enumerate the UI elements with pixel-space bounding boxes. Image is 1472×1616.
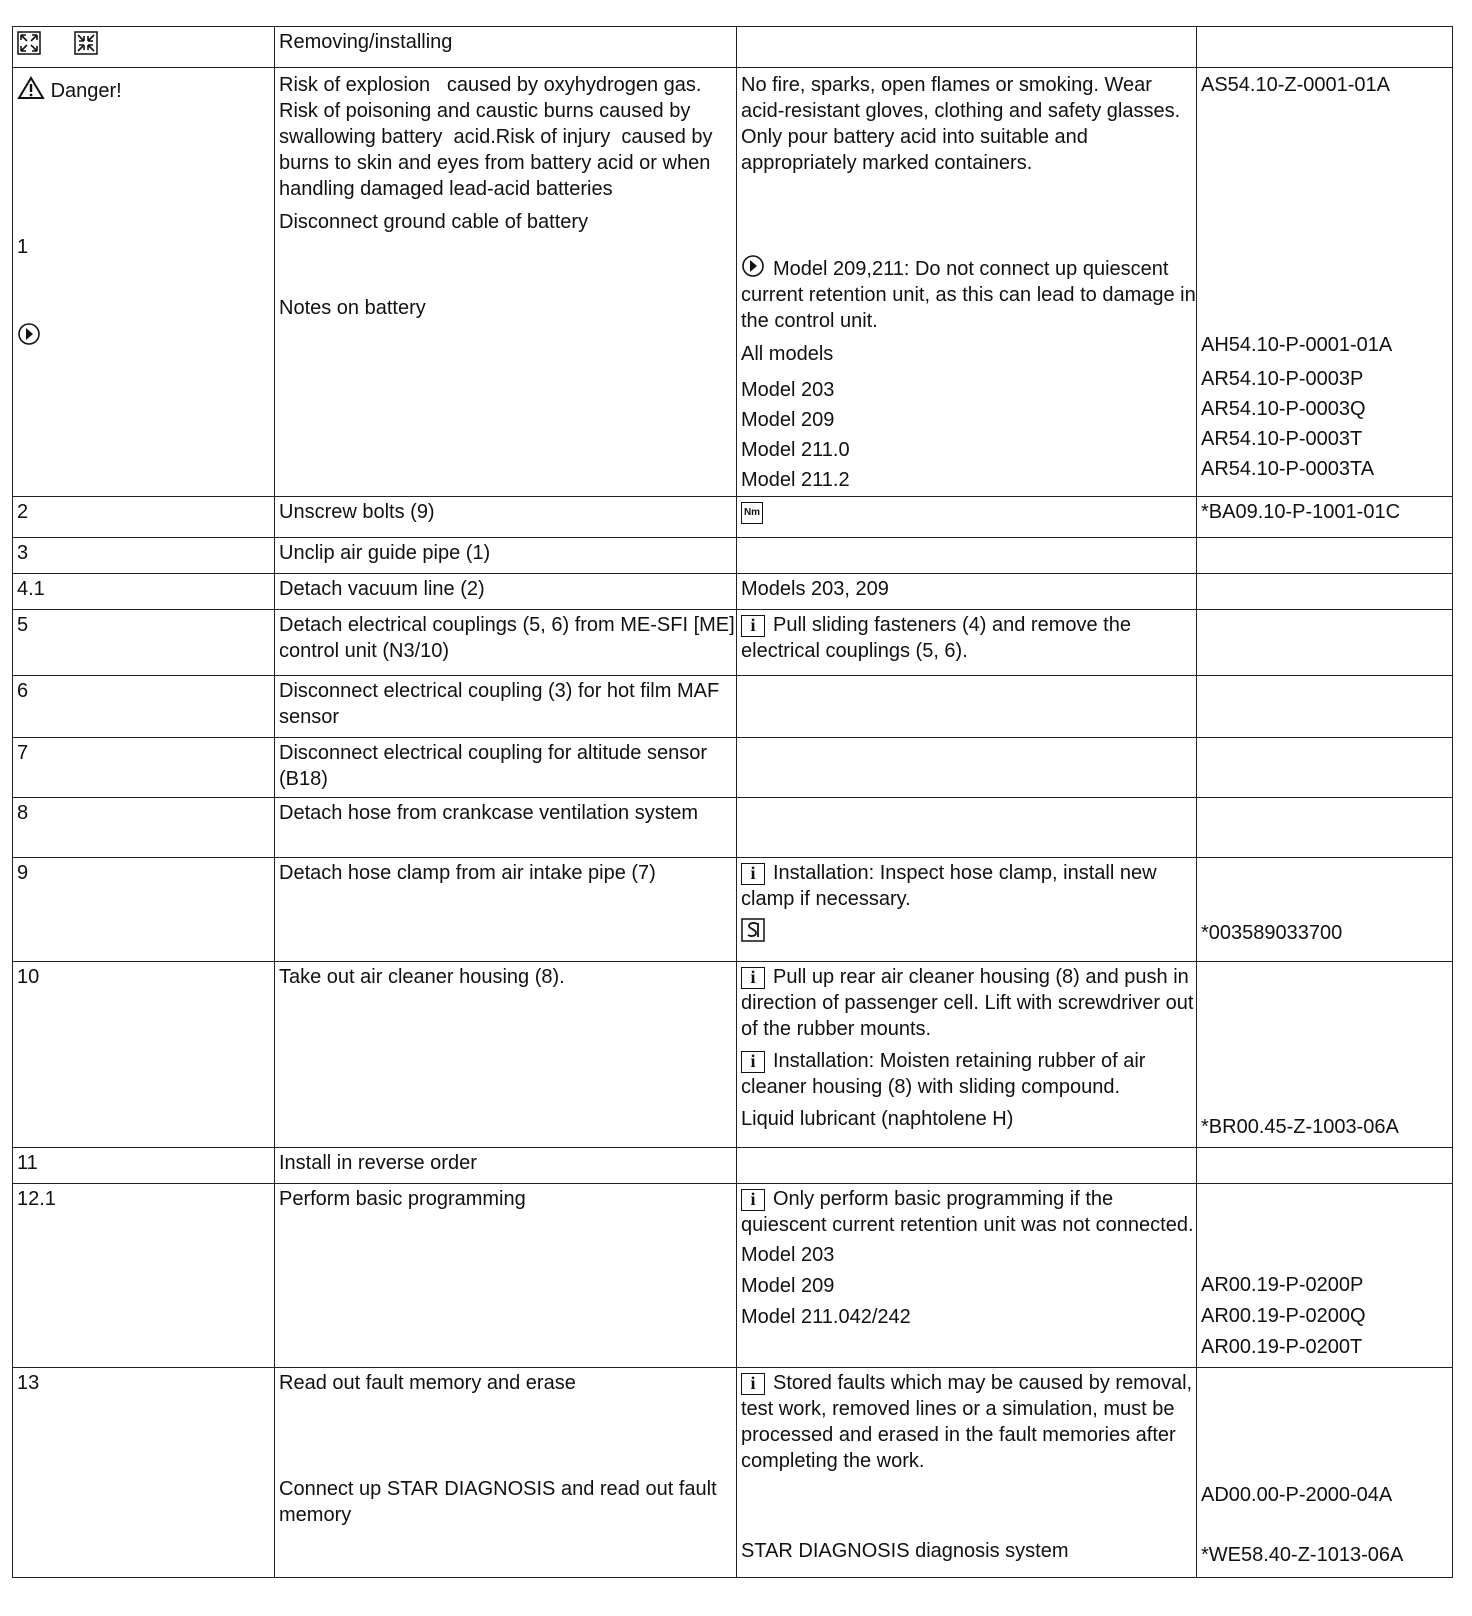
step-note: i Installation: Inspect hose clamp, install new clamp if necessary. xyxy=(737,858,1197,962)
battery-model-4: Model 211.2 xyxy=(741,469,850,491)
danger-ref: AS54.10-Z-0001-01A xyxy=(1201,74,1391,96)
step-row-7 xyxy=(13,738,1453,798)
step-action: Detach hose clamp from air intake pipe (7) xyxy=(275,858,737,962)
info-icon: i xyxy=(741,1051,765,1073)
info-icon: i xyxy=(741,967,765,989)
step-action: Disconnect electrical coupling for altitude sensor (B18) xyxy=(275,738,737,798)
battery-ref-1: AR54.10-P-0003P xyxy=(1201,368,1364,390)
step-number: 2 xyxy=(13,497,275,538)
note-arrow-icon xyxy=(741,254,765,278)
step-row-2 xyxy=(13,497,1453,538)
step-row-12-1 xyxy=(13,1184,1453,1368)
info-icon: i xyxy=(741,863,765,885)
battery-model-1: Model 203 xyxy=(741,379,835,401)
step-note: Models 203, 209 xyxy=(737,574,1197,610)
battery-ref-3: AR54.10-P-0003T xyxy=(1201,428,1363,450)
step-row-6 xyxy=(13,676,1453,738)
safety-row xyxy=(13,68,1453,497)
step1-action: Disconnect ground cable of battery xyxy=(279,211,589,233)
step-number: 8 xyxy=(13,798,275,858)
step-action: Unscrew bolts (9) xyxy=(275,497,737,538)
step-number: 7 xyxy=(13,738,275,798)
safety-note-cell xyxy=(737,68,1197,497)
battery-model-2: Model 209 xyxy=(741,409,835,431)
step-action: Detach vacuum line (2) xyxy=(275,574,737,610)
step-row-9 xyxy=(13,858,1453,962)
step-action: Install in reverse order xyxy=(275,1148,737,1184)
step-ref: *003589033700 xyxy=(1197,858,1453,962)
step-number: 13 xyxy=(13,1368,275,1578)
warning-triangle-icon xyxy=(17,76,45,100)
header-icons-cell xyxy=(13,27,275,68)
danger-label: Danger! xyxy=(17,76,274,104)
step-row-13 xyxy=(13,1368,1453,1578)
step-row-8 xyxy=(13,798,1453,858)
step-action: Read out fault memory and erase Connect up STAR DIAGNOSIS and read out fault memory xyxy=(275,1368,737,1578)
step-row-5 xyxy=(13,610,1453,676)
battery-ref-0: AH54.10-P-0001-01A xyxy=(1201,334,1393,356)
step-action: Detach electrical couplings (5, 6) from ME-SFI [ME] control unit (N3/10) xyxy=(275,610,737,676)
step-action: Disconnect electrical coupling (3) for hot film MAF sensor xyxy=(275,676,737,738)
header-title: Removing/installing xyxy=(275,27,737,68)
step-number: 3 xyxy=(13,538,275,574)
step1-note: Model 209,211: Do not connect up quiescent current retention unit, as this can lead to damage in the control unit. xyxy=(741,254,1196,334)
step-ref: *BA09.10-P-1001-01C xyxy=(1197,497,1453,538)
step-row-11 xyxy=(13,1148,1453,1184)
step-row-3 xyxy=(13,538,1453,574)
step-number: 4.1 xyxy=(13,574,275,610)
safety-label-cell xyxy=(13,68,275,497)
danger-risk-text: Risk of explosion caused by oxyhydrogen gas. Risk of poisoning and caustic burns caused by swallowing battery acid.Risk of injury caused by burns to skin and eyes from battery acid or when handling damaged lead-acid batteries xyxy=(279,74,719,200)
install-icon xyxy=(74,31,98,55)
info-icon: i xyxy=(741,1373,765,1395)
torque-nm-icon: Nm xyxy=(741,502,763,524)
step-number: 6 xyxy=(13,676,275,738)
step-ref: *BR00.45-Z-1003-06A xyxy=(1197,962,1453,1148)
step-number: 10 xyxy=(13,962,275,1148)
step-action: Detach hose from crankcase ventilation system xyxy=(275,798,737,858)
battery-model-3: Model 211.0 xyxy=(741,439,850,461)
safety-action-cell xyxy=(275,68,737,497)
step-action: Unclip air guide pipe (1) xyxy=(275,538,737,574)
battery-ref-4: AR54.10-P-0003TA xyxy=(1201,458,1375,480)
battery-model-0: All models xyxy=(741,343,834,365)
info-icon: i xyxy=(741,615,765,637)
step-note: i Only perform basic programming if the quiescent current retention unit was not connected. Model 203 Model 209 Model 211.042/242 xyxy=(737,1184,1197,1368)
danger-measures-text: No fire, sparks, open flames or smoking. Wear acid-resistant gloves, clothing and safety glasses. Only pour battery acid into suitable and appropriately marked containers. xyxy=(741,74,1181,174)
step-note: i Pull sliding fasteners (4) and remove the electrical couplings (5, 6). xyxy=(737,610,1197,676)
lubricant-text: Liquid lubricant (naphtolene H) xyxy=(741,1108,1014,1130)
special-tool-icon xyxy=(741,918,765,942)
info-icon: i xyxy=(741,1189,765,1211)
step-number: 1 xyxy=(17,236,29,258)
step-row-4-1 xyxy=(13,574,1453,610)
battery-ref-2: AR54.10-P-0003Q xyxy=(1201,398,1366,420)
step-number: 9 xyxy=(13,858,275,962)
step-note: i Stored faults which may be caused by removal, test work, removed lines or a simulation, must be processed and erased in the fault memories after completing the work. STAR DIAGNOSIS diagnosis system xyxy=(737,1368,1197,1578)
safety-ref-cell xyxy=(1197,68,1453,497)
remove-icon xyxy=(17,31,41,55)
note-arrow-icon xyxy=(17,322,41,346)
procedure-table xyxy=(12,26,1453,1578)
step-number: 11 xyxy=(13,1148,275,1184)
step-ref: AR00.19-P-0200P AR00.19-P-0200Q AR00.19-P-0200T xyxy=(1197,1184,1453,1368)
step-number: 5 xyxy=(13,610,275,676)
battery-notes-action: Notes on battery xyxy=(279,297,426,319)
step-note: i Pull up rear air cleaner housing (8) and push in direction of passenger cell. Lift with screwdriver out of the rubber mounts. i Installation: Moisten retaining rubber of air cleaner housing (8) with sliding compound. Liquid lubricant (naphtolene H) xyxy=(737,962,1197,1148)
header-row xyxy=(13,27,1453,68)
step-action: Take out air cleaner housing (8). xyxy=(275,962,737,1148)
step-number: 12.1 xyxy=(13,1184,275,1368)
step-action: Perform basic programming xyxy=(275,1184,737,1368)
step-ref: AD00.00-P-2000-04A *WE58.40-Z-1013-06A xyxy=(1197,1368,1453,1578)
step-row-10 xyxy=(13,962,1453,1148)
